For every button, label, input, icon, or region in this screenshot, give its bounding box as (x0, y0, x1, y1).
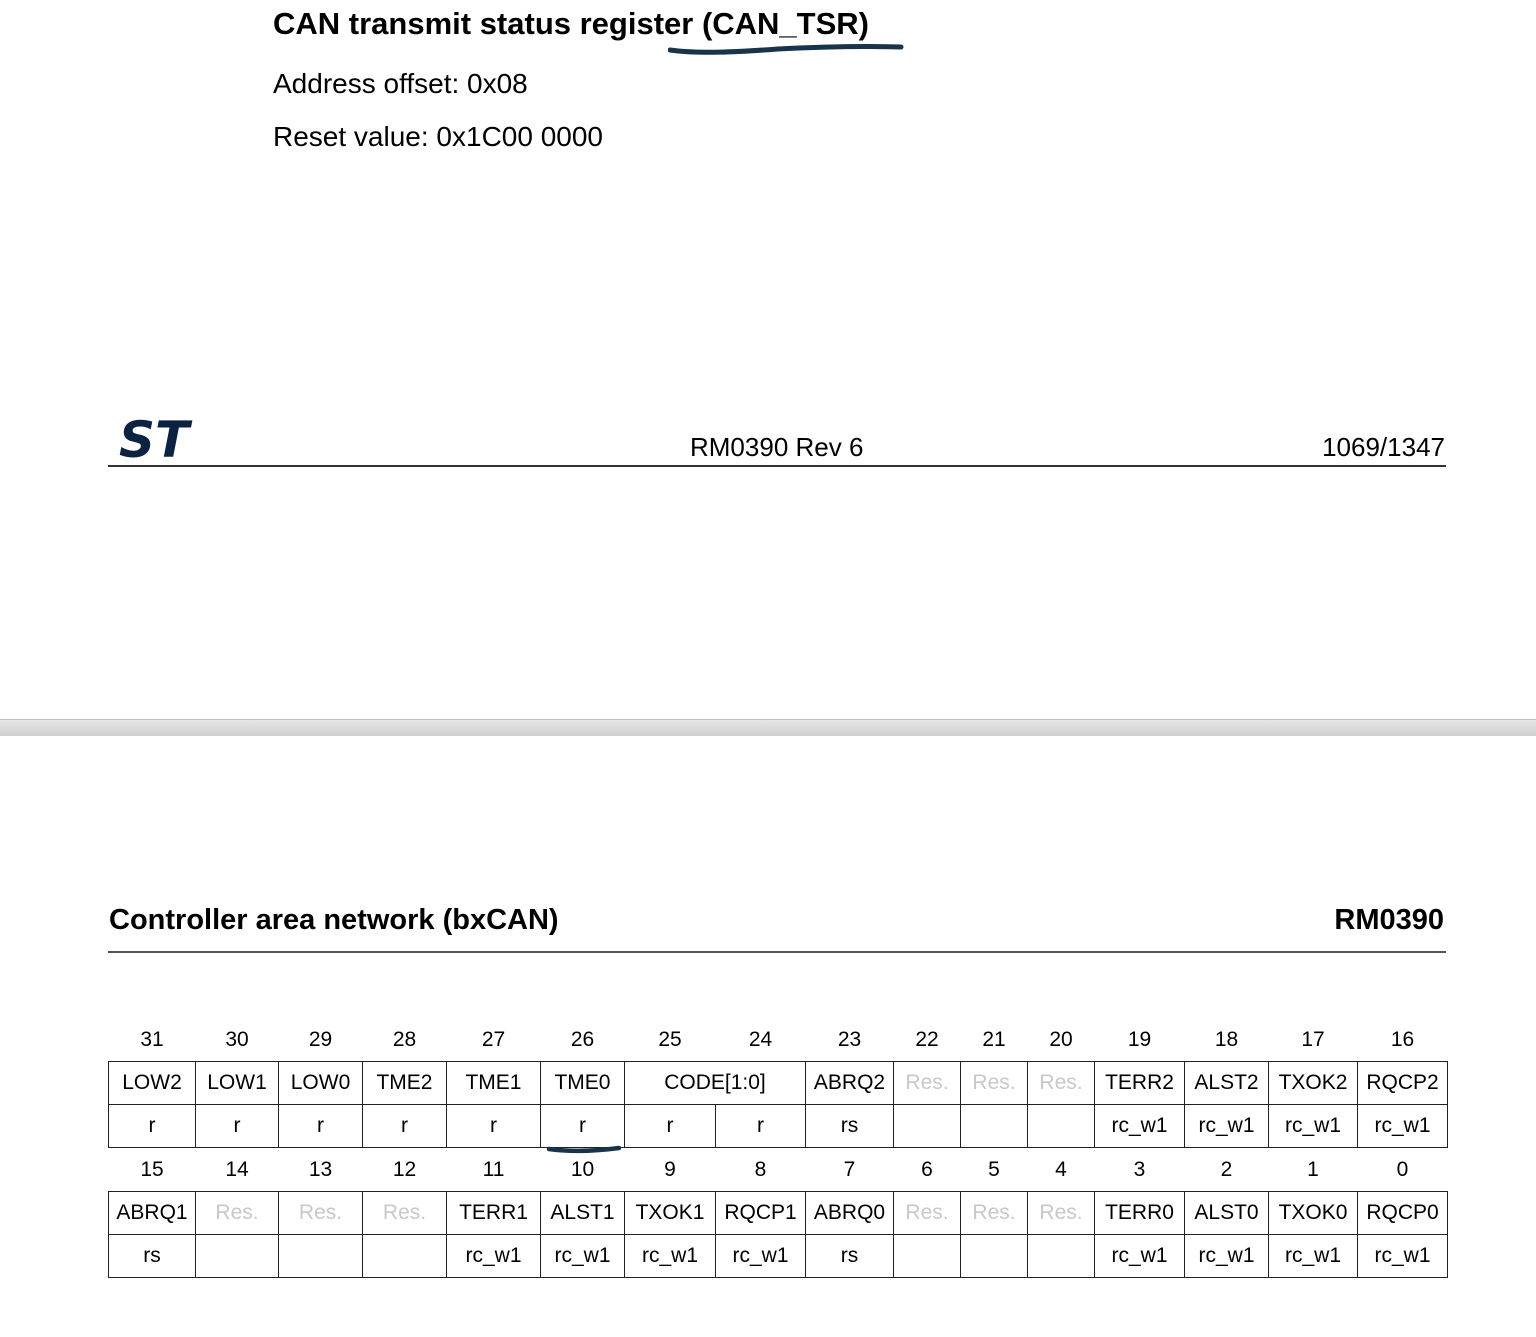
access-type-row (109, 1105, 1448, 1148)
field-name: TERR2 (1095, 1062, 1185, 1105)
field-name-reserved: Res. (1028, 1192, 1095, 1235)
access-type: rc_w1 (1269, 1105, 1358, 1148)
field-name-row (109, 1192, 1448, 1235)
bit-number: 23 (837, 1028, 862, 1051)
access-type: rc_w1 (1095, 1105, 1185, 1148)
page-separator (0, 719, 1536, 737)
access-type: r (447, 1105, 541, 1148)
bit-number: 6 (921, 1158, 933, 1181)
bit-number: 10 (570, 1158, 595, 1181)
bit-number: 25 (658, 1028, 682, 1051)
field-name-reserved: Res. (961, 1192, 1028, 1235)
access-type: rs (806, 1105, 894, 1148)
access-type: rc_w1 (1358, 1105, 1448, 1148)
field-name: LOW1 (196, 1062, 279, 1105)
bit-number: 2 (1220, 1158, 1233, 1181)
bit-number: 0 (1396, 1158, 1409, 1181)
field-name-reserved: Res. (196, 1192, 279, 1235)
reset-value: Reset value: 0x1C00 0000 (273, 121, 603, 152)
field-name: TME2 (363, 1062, 447, 1105)
field-name: TXOK2 (1269, 1062, 1358, 1105)
register-bits-15-0 (108, 1149, 1448, 1278)
bit-number: 19 (1127, 1028, 1152, 1051)
svg-text:ST: ST (119, 413, 190, 461)
field-name: LOW0 (279, 1062, 363, 1105)
bit-number: 7 (843, 1158, 856, 1181)
access-type: r (541, 1105, 625, 1148)
bit-number: 20 (1049, 1028, 1073, 1051)
field-name: ABRQ0 (806, 1192, 894, 1235)
access-type: rc_w1 (1358, 1235, 1448, 1278)
register-bits-31-16 (108, 1019, 1448, 1148)
access-type: rs (109, 1235, 196, 1278)
field-name-row (109, 1062, 1448, 1105)
bit-number: 24 (748, 1028, 773, 1051)
field-name-reserved: Res. (279, 1192, 363, 1235)
access-type (196, 1235, 279, 1278)
access-type: r (625, 1105, 716, 1148)
field-name: TXOK1 (625, 1192, 716, 1235)
field-name: ABRQ1 (109, 1192, 196, 1235)
field-name: TERR0 (1095, 1192, 1185, 1235)
bit-number: 3 (1133, 1158, 1146, 1181)
field-name: ALST0 (1185, 1192, 1269, 1235)
access-type (894, 1105, 961, 1148)
access-type (1028, 1235, 1095, 1278)
access-type (279, 1235, 363, 1278)
bit-number: 11 (482, 1158, 505, 1181)
access-type: r (279, 1105, 363, 1148)
field-name: RQCP1 (716, 1192, 806, 1235)
bit-number: 14 (225, 1158, 249, 1181)
field-name: ABRQ2 (806, 1062, 894, 1105)
access-type: rc_w1 (1185, 1235, 1269, 1278)
section-header: Controller area network (bxCAN) (109, 904, 559, 936)
bit-number: 5 (988, 1158, 1000, 1181)
page-number: 1069/1347 (1322, 432, 1445, 462)
field-name: ALST1 (541, 1192, 625, 1235)
access-type-row (109, 1235, 1448, 1278)
bit-number-row (109, 1149, 1448, 1192)
field-name-reserved: Res. (363, 1192, 447, 1235)
access-type: rc_w1 (447, 1235, 541, 1278)
bit-number: 26 (570, 1028, 595, 1051)
bit-number-row (109, 1019, 1448, 1062)
access-type: r (196, 1105, 279, 1148)
bit-number: 9 (664, 1158, 676, 1181)
bit-number: 22 (915, 1028, 939, 1051)
access-type: rc_w1 (1095, 1235, 1185, 1278)
field-name: RQCP0 (1358, 1192, 1448, 1235)
access-type (363, 1235, 447, 1278)
access-type: rs (806, 1235, 894, 1278)
access-type: rc_w1 (1185, 1105, 1269, 1148)
bit-number: 15 (140, 1158, 164, 1181)
handwritten-underline-title (668, 38, 904, 58)
register-title: CAN transmit status register (CAN_TSR) (273, 6, 869, 41)
access-type: rc_w1 (625, 1235, 716, 1278)
access-type (961, 1235, 1028, 1278)
field-name: RQCP2 (1358, 1062, 1448, 1105)
bit-number: 28 (392, 1028, 417, 1051)
field-name-reserved: Res. (961, 1062, 1028, 1105)
access-type: rc_w1 (716, 1235, 806, 1278)
field-name: LOW2 (109, 1062, 196, 1105)
footer-divider (108, 465, 1446, 467)
field-name: TXOK0 (1269, 1192, 1358, 1235)
bit-number: 4 (1055, 1158, 1067, 1181)
header-divider (108, 951, 1446, 953)
field-name-reserved: Res. (894, 1062, 961, 1105)
bit-number: 27 (481, 1028, 506, 1051)
field-name: ALST2 (1185, 1062, 1269, 1105)
access-type: r (109, 1105, 196, 1148)
bit-number: 16 (1390, 1028, 1415, 1051)
address-offset: Address offset: 0x08 (273, 68, 528, 99)
access-type (1028, 1105, 1095, 1148)
field-name: TERR1 (447, 1192, 541, 1235)
field-name: TME0 (541, 1062, 625, 1105)
document-code: RM0390 (1334, 904, 1444, 936)
st-logo (119, 413, 205, 461)
access-type: rc_w1 (1269, 1235, 1358, 1278)
access-type (961, 1105, 1028, 1148)
bit-number: 17 (1301, 1028, 1325, 1051)
bit-number: 29 (308, 1028, 333, 1051)
bit-number: 12 (392, 1158, 417, 1181)
field-name-reserved: Res. (1028, 1062, 1095, 1105)
access-type: r (363, 1105, 447, 1148)
access-type (894, 1235, 961, 1278)
doc-revision: RM0390 Rev 6 (690, 432, 864, 462)
bit-number: 8 (754, 1158, 767, 1181)
bit-number: 1 (1307, 1158, 1319, 1181)
bit-number: 31 (140, 1028, 164, 1051)
field-name: TME1 (447, 1062, 541, 1105)
bit-number: 21 (982, 1028, 1006, 1051)
bit-number: 18 (1214, 1028, 1239, 1051)
bit-number: 13 (308, 1158, 333, 1181)
access-type: rc_w1 (541, 1235, 625, 1278)
bit-number: 30 (225, 1028, 249, 1051)
access-type: r (716, 1105, 806, 1148)
field-name: CODE[1:0] (625, 1062, 806, 1105)
field-name-reserved: Res. (894, 1192, 961, 1235)
